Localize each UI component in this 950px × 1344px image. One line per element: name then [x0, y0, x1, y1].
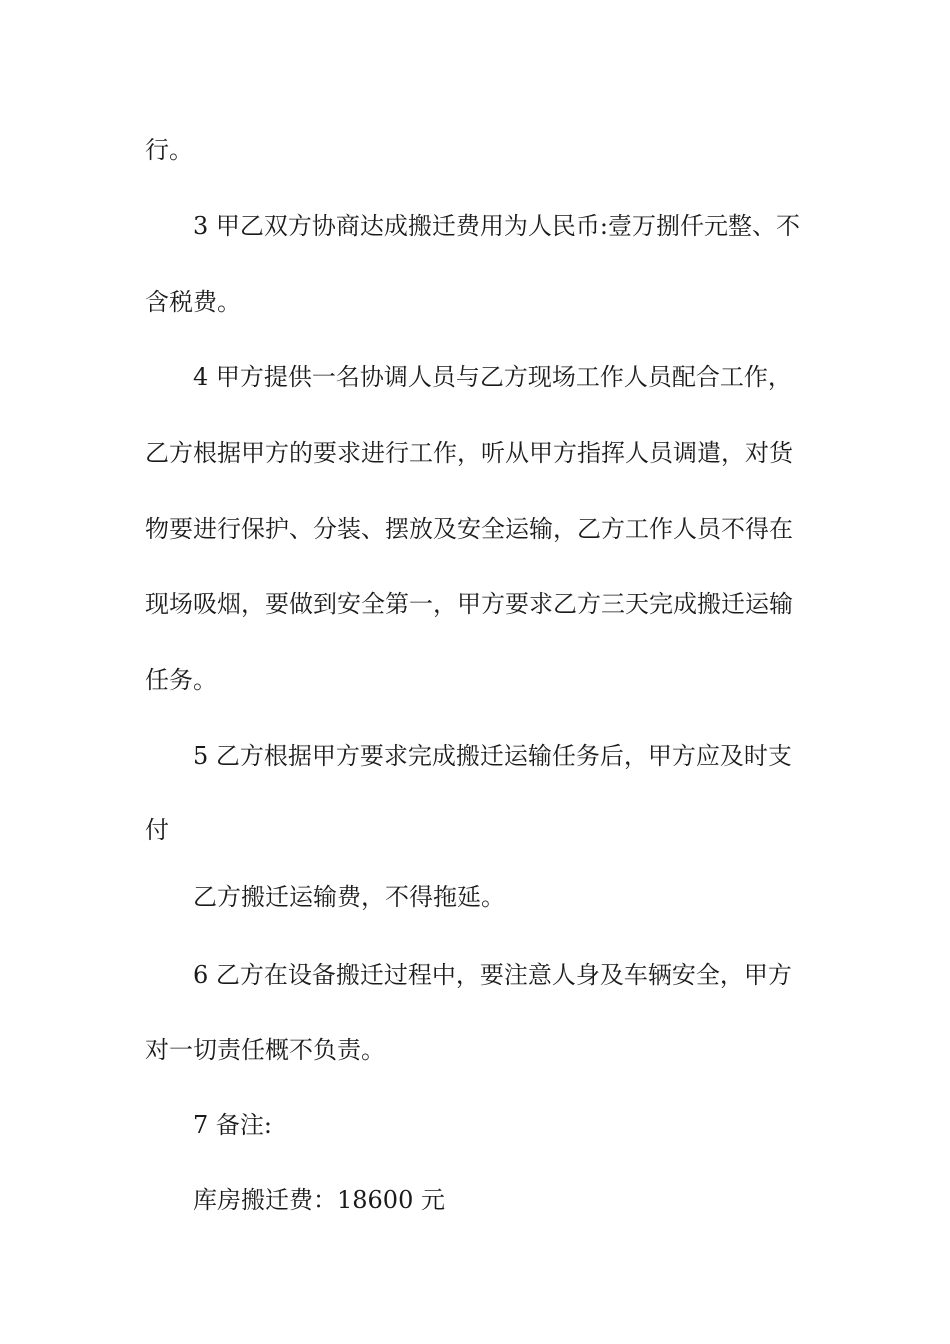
text-line: 库房搬迁费：18600 元: [193, 1186, 445, 1214]
text-line: 现场吸烟，要做到安全第一，甲方要求乙方三天完成搬迁运输: [145, 590, 793, 618]
text-line: 行。: [145, 136, 193, 164]
text-line: 含税费。: [145, 288, 241, 316]
text-line: 乙方搬迁运输费，不得拖延。: [193, 883, 505, 911]
text-line: 物要进行保护、分装、摆放及安全运输，乙方工作人员不得在: [145, 515, 793, 543]
text-line: 5 乙方根据甲方要求完成搬迁运输任务后，甲方应及时支: [193, 742, 792, 770]
text-line: 乙方根据甲方的要求进行工作，听从甲方指挥人员调遣，对货: [145, 439, 793, 467]
text-line: 7 备注:: [193, 1111, 272, 1139]
text-line: 对一切责任概不负责。: [145, 1036, 385, 1064]
text-line: 3 甲乙双方协商达成搬迁费用为人民币:壹万捌仟元整、不: [193, 212, 800, 240]
text-line: 付: [145, 816, 169, 844]
text-line: 6 乙方在设备搬迁过程中，要注意人身及车辆安全，甲方: [193, 961, 792, 989]
text-line: 任务。: [145, 666, 217, 694]
text-line: 4 甲方提供一名协调人员与乙方现场工作人员配合工作，: [193, 363, 792, 391]
